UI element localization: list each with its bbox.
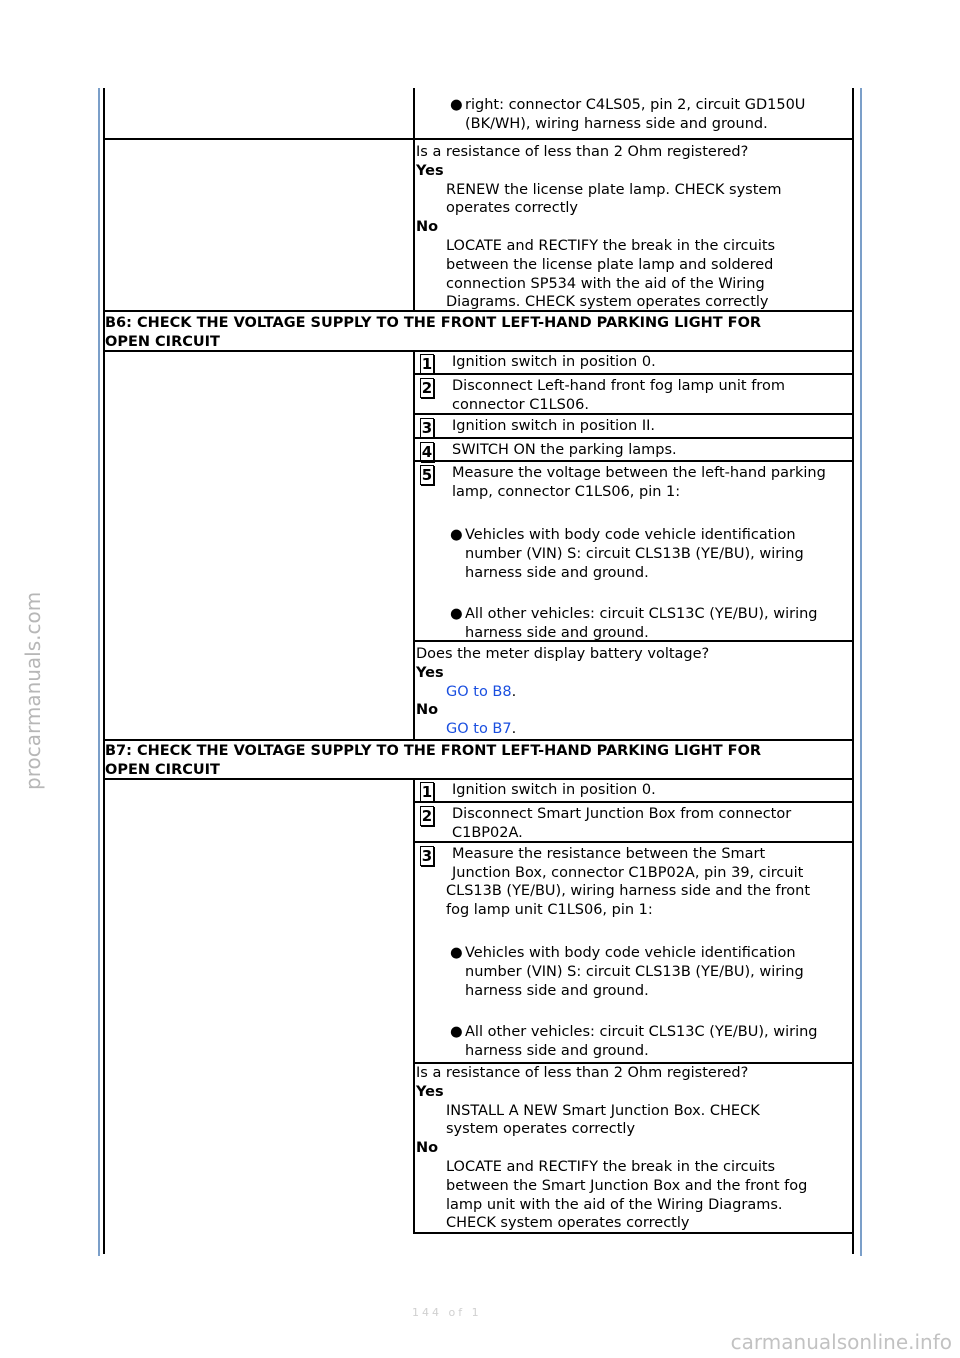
step-number: 2: [421, 379, 433, 397]
bottom-watermark: carmanualsonline.info: [730, 1330, 952, 1355]
yes-action: INSTALL A NEW Smart Junction Box. CHECK system operates correctly: [446, 1102, 760, 1138]
result-question: Is a resistance of less than 2 Ohm registered?: [416, 1065, 749, 1081]
row-divider: [413, 437, 854, 439]
row-divider: [103, 138, 854, 140]
table-right-border: [852, 88, 854, 1254]
step-number: 5: [421, 466, 433, 484]
row-divider: [103, 739, 854, 741]
section-heading-b7: B7: CHECK THE VOLTAGE SUPPLY TO THE FRONT LEFT-HAND PARKING LIGHT FOR OPEN CIRCUIT: [105, 743, 762, 778]
step-number: 3: [421, 847, 433, 865]
page-border-left: [98, 88, 100, 1256]
step-number: 1: [421, 355, 433, 373]
row-divider: [413, 373, 854, 375]
column-divider: [413, 88, 415, 311]
no-label: No: [416, 219, 439, 236]
result-block: [416, 1064, 852, 1233]
no-label: No: [416, 702, 439, 719]
step-number: 3: [421, 419, 433, 437]
step-number: 4: [421, 443, 433, 461]
step-number: 2: [421, 807, 433, 825]
section-heading-b6: B6: CHECK THE VOLTAGE SUPPLY TO THE FRONT LEFT-HAND PARKING LIGHT FOR OPEN CIRCUIT: [105, 315, 762, 350]
table-left-border: [103, 88, 105, 1254]
result-question: Is a resistance of less than 2 Ohm registered?: [416, 144, 749, 160]
side-watermark-text: procarmanuals.com: [21, 591, 45, 790]
bullet-dot: ●: [450, 945, 463, 961]
no-action: LOCATE and RECTIFY the break in the circuits between the Smart Junction Box and the front fog lamp unit with the aid of the Wiring Diagrams. CHECK system operates correctly: [446, 1158, 808, 1232]
no-action: LOCATE and RECTIFY the break in the circuits between the license plate lamp and soldered connection SP534 with the aid of the Wiring Diagrams. CHECK system operates correctly: [446, 237, 776, 311]
no-label: No: [416, 1140, 439, 1157]
yes-label: Yes: [416, 1083, 444, 1100]
yes-label: Yes: [416, 162, 444, 179]
result-block: [416, 143, 852, 312]
bullet-dot: ●: [450, 1024, 463, 1040]
row-divider: [413, 801, 854, 803]
column-divider: [413, 778, 415, 1234]
go-to-b8-link[interactable]: GO to B8: [446, 683, 512, 700]
bullet-dot: ●: [450, 527, 463, 543]
row-divider: [413, 460, 854, 462]
page-border-right: [860, 88, 862, 1256]
bullet-dot: ●: [450, 97, 463, 113]
result-block: Does the meter display battery voltage? Yes GO to B8. No GO to B7.: [416, 645, 852, 739]
yes-action: RENEW the license plate lamp. CHECK system operates correctly: [446, 181, 782, 217]
bullet-dot: ●: [450, 606, 463, 622]
column-divider: [413, 350, 415, 740]
page-number: 144 of 1: [412, 1306, 482, 1319]
yes-label: Yes: [416, 664, 444, 681]
step-number: 1: [421, 783, 433, 801]
result-question: Does the meter display battery voltage?: [416, 646, 710, 662]
go-to-b7-link[interactable]: GO to B7: [446, 721, 512, 738]
